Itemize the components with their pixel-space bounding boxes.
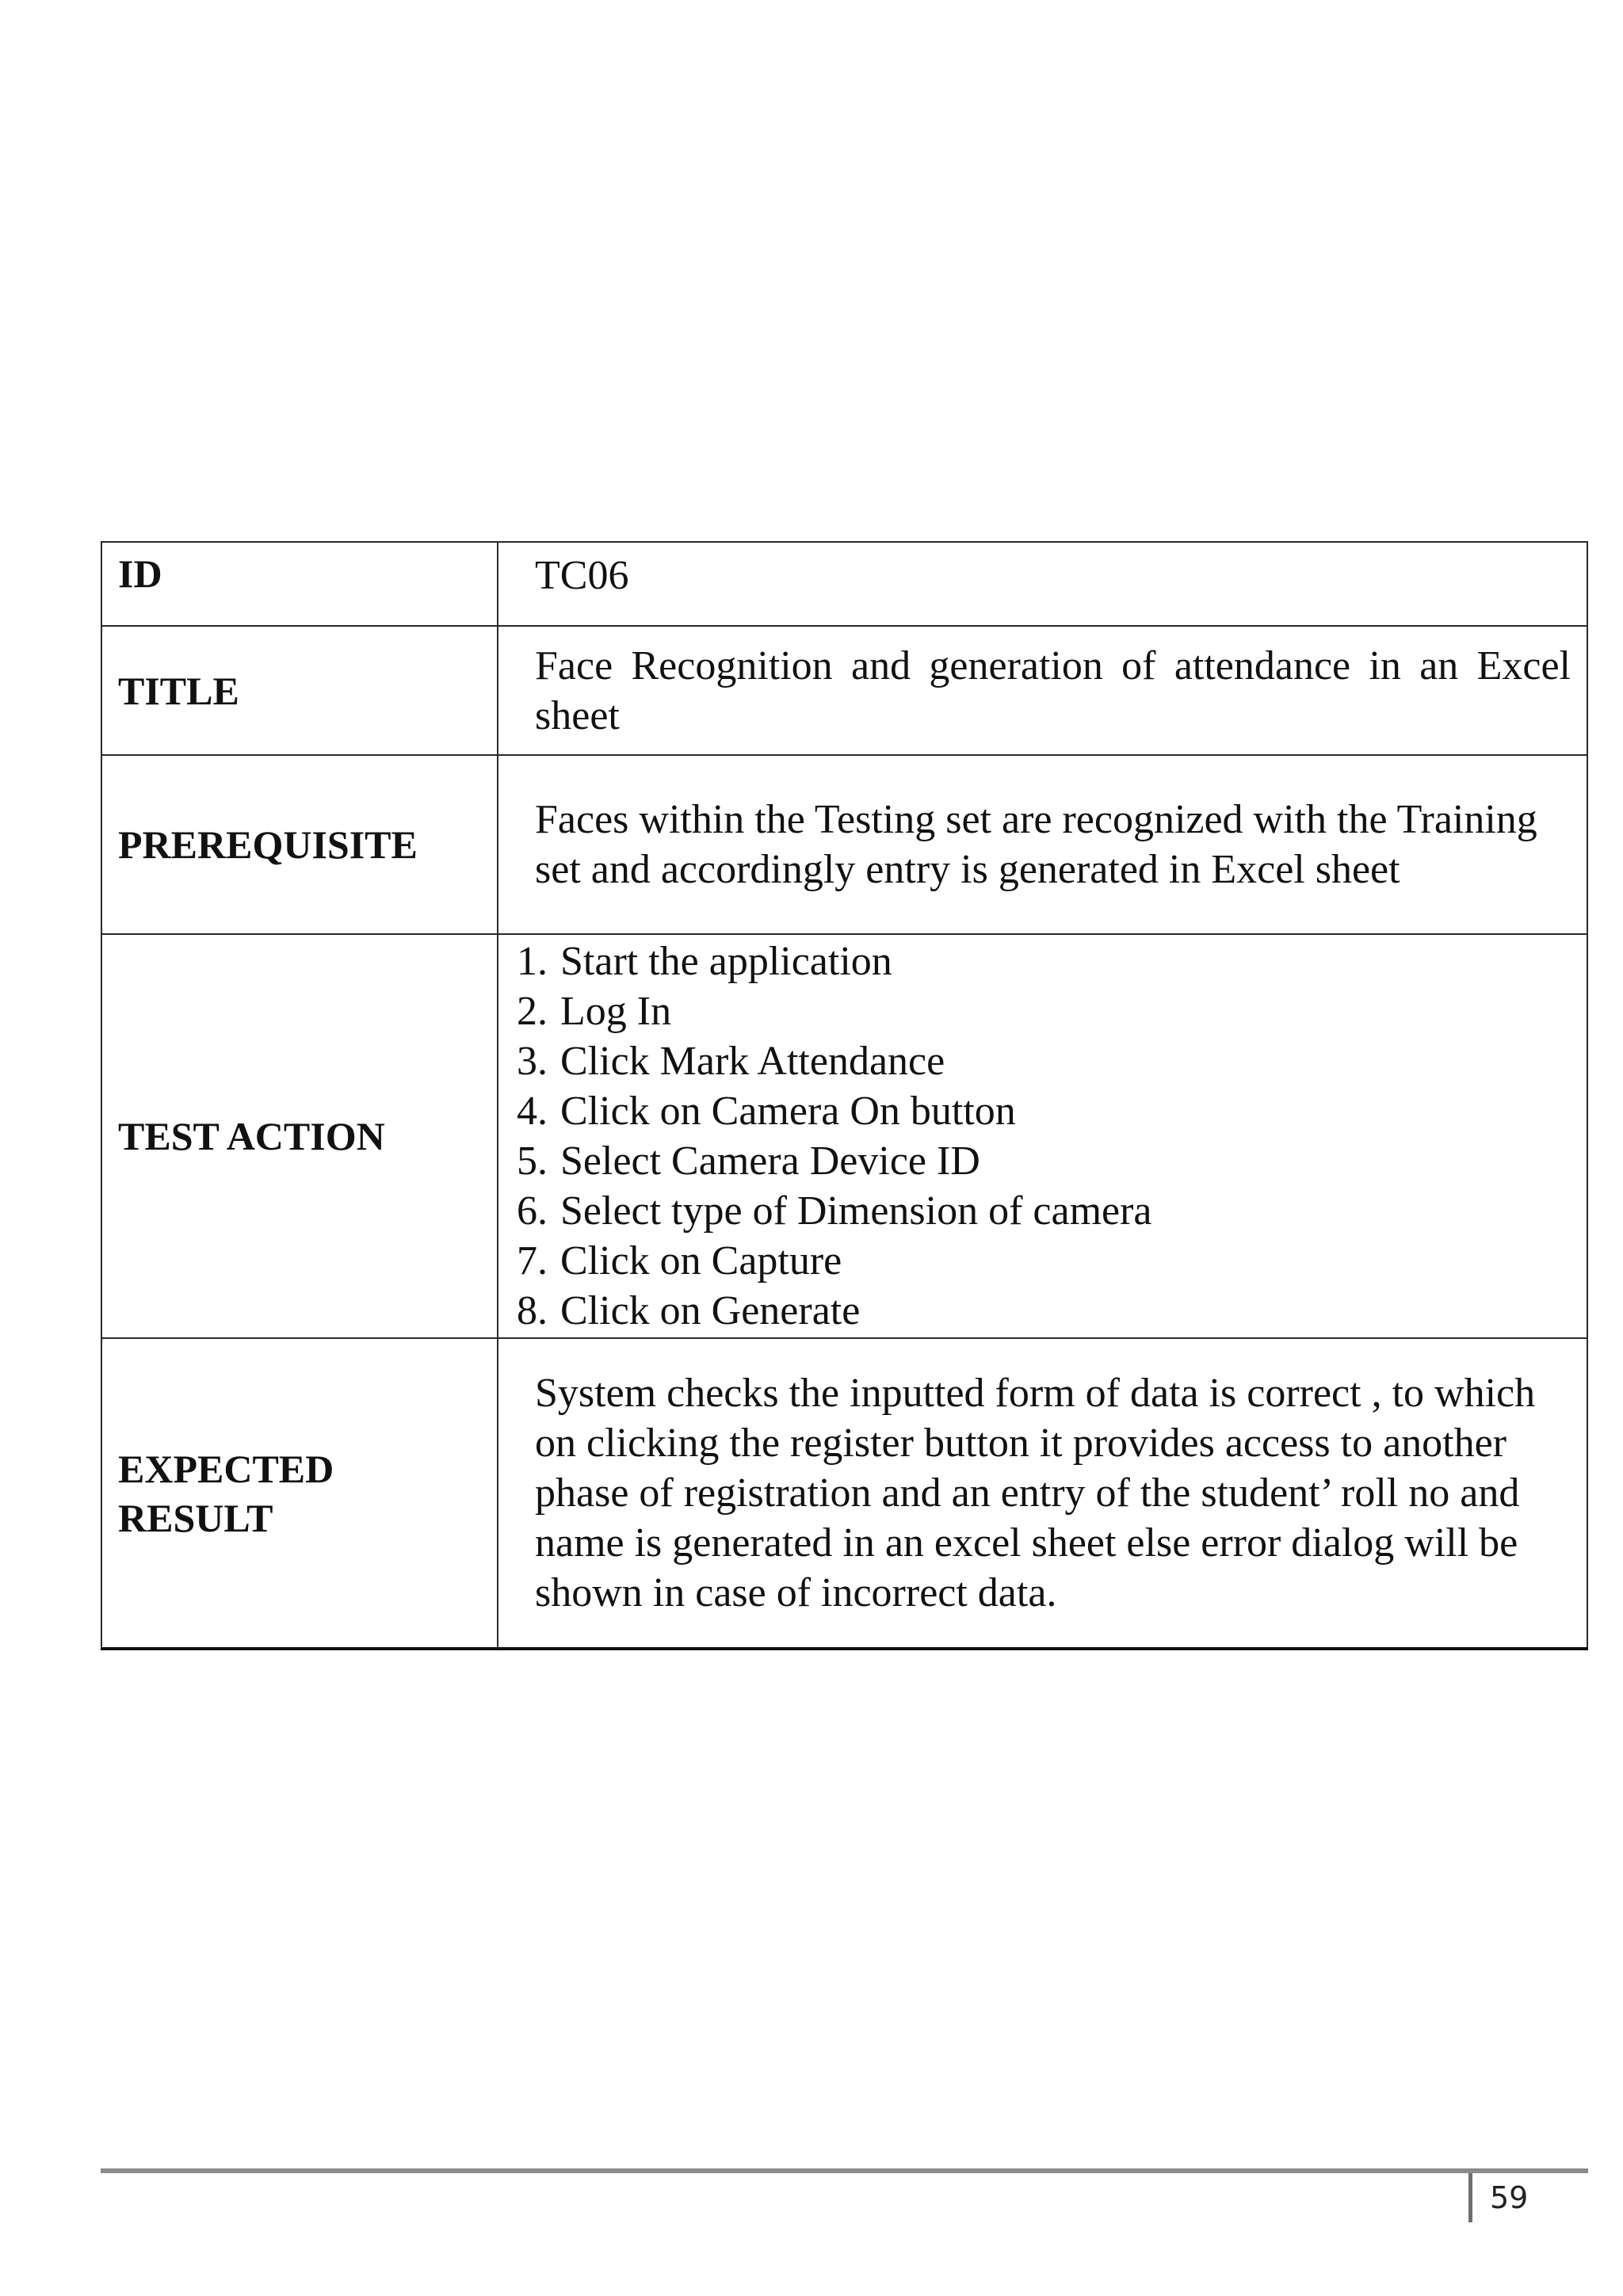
list-item <box>498 1186 1571 1236</box>
step-number: 8. <box>517 1288 548 1333</box>
step-text: Start the application <box>560 939 892 984</box>
footer-divider <box>101 2168 1588 2173</box>
title-label: TITLE <box>101 626 498 755</box>
table-row-test-action <box>101 934 1587 1338</box>
step-text: Select type of Dimension of camera <box>560 1188 1152 1234</box>
expected-result-value: System checks the inputted form of data is correct , to which on clicking the register button it provides access to another phase of registration and an entry of the student’ roll no and name is generated in an excel sheet else error dialog will be shown in case of incorrect data. <box>498 1338 1587 1649</box>
step-number: 6. <box>517 1188 548 1234</box>
list-item <box>498 1136 1571 1186</box>
id-label: ID <box>101 542 498 626</box>
step-number: 2. <box>517 989 548 1034</box>
step-number: 3. <box>517 1039 548 1084</box>
id-value: TC06 <box>498 542 1587 626</box>
test-action-label: TEST ACTION <box>101 934 498 1338</box>
step-text: Select Camera Device ID <box>560 1138 980 1184</box>
table-row-prerequisite <box>101 755 1587 934</box>
expected-result-label <box>101 1338 498 1649</box>
expected-result-label-line1: EXPECTED <box>118 1446 334 1491</box>
list-item <box>498 1036 1571 1086</box>
test-action-value <box>498 934 1587 1338</box>
list-item <box>498 936 1571 986</box>
step-text: Click on Generate <box>560 1288 861 1333</box>
prerequisite-value: Faces within the Testing set are recognized with the Training set and accordingly entry is generated in Excel sheet <box>498 755 1587 934</box>
step-number: 4. <box>517 1089 548 1134</box>
test-case-table <box>101 541 1588 1650</box>
step-number: 1. <box>517 939 548 984</box>
step-number: 7. <box>517 1238 548 1283</box>
table-row-title <box>101 626 1587 755</box>
list-item <box>498 1236 1571 1286</box>
list-item <box>498 1286 1571 1336</box>
prerequisite-label: PREREQUISITE <box>101 755 498 934</box>
list-item <box>498 986 1571 1036</box>
table-row-id <box>101 542 1587 626</box>
step-number: 5. <box>517 1138 548 1184</box>
step-text: Click Mark Attendance <box>560 1039 945 1084</box>
step-text: Log In <box>560 989 672 1034</box>
expected-result-label-line2: RESULT <box>118 1495 273 1540</box>
table-row-expected-result <box>101 1338 1587 1649</box>
step-text: Click on Camera On button <box>560 1089 1016 1134</box>
list-item <box>498 1086 1571 1136</box>
page-number: 59 <box>1468 2173 1528 2222</box>
step-text: Click on Capture <box>560 1238 842 1283</box>
test-action-steps <box>498 936 1571 1336</box>
title-value: Face Recognition and generation of attendance in an Excel sheet <box>498 626 1587 755</box>
